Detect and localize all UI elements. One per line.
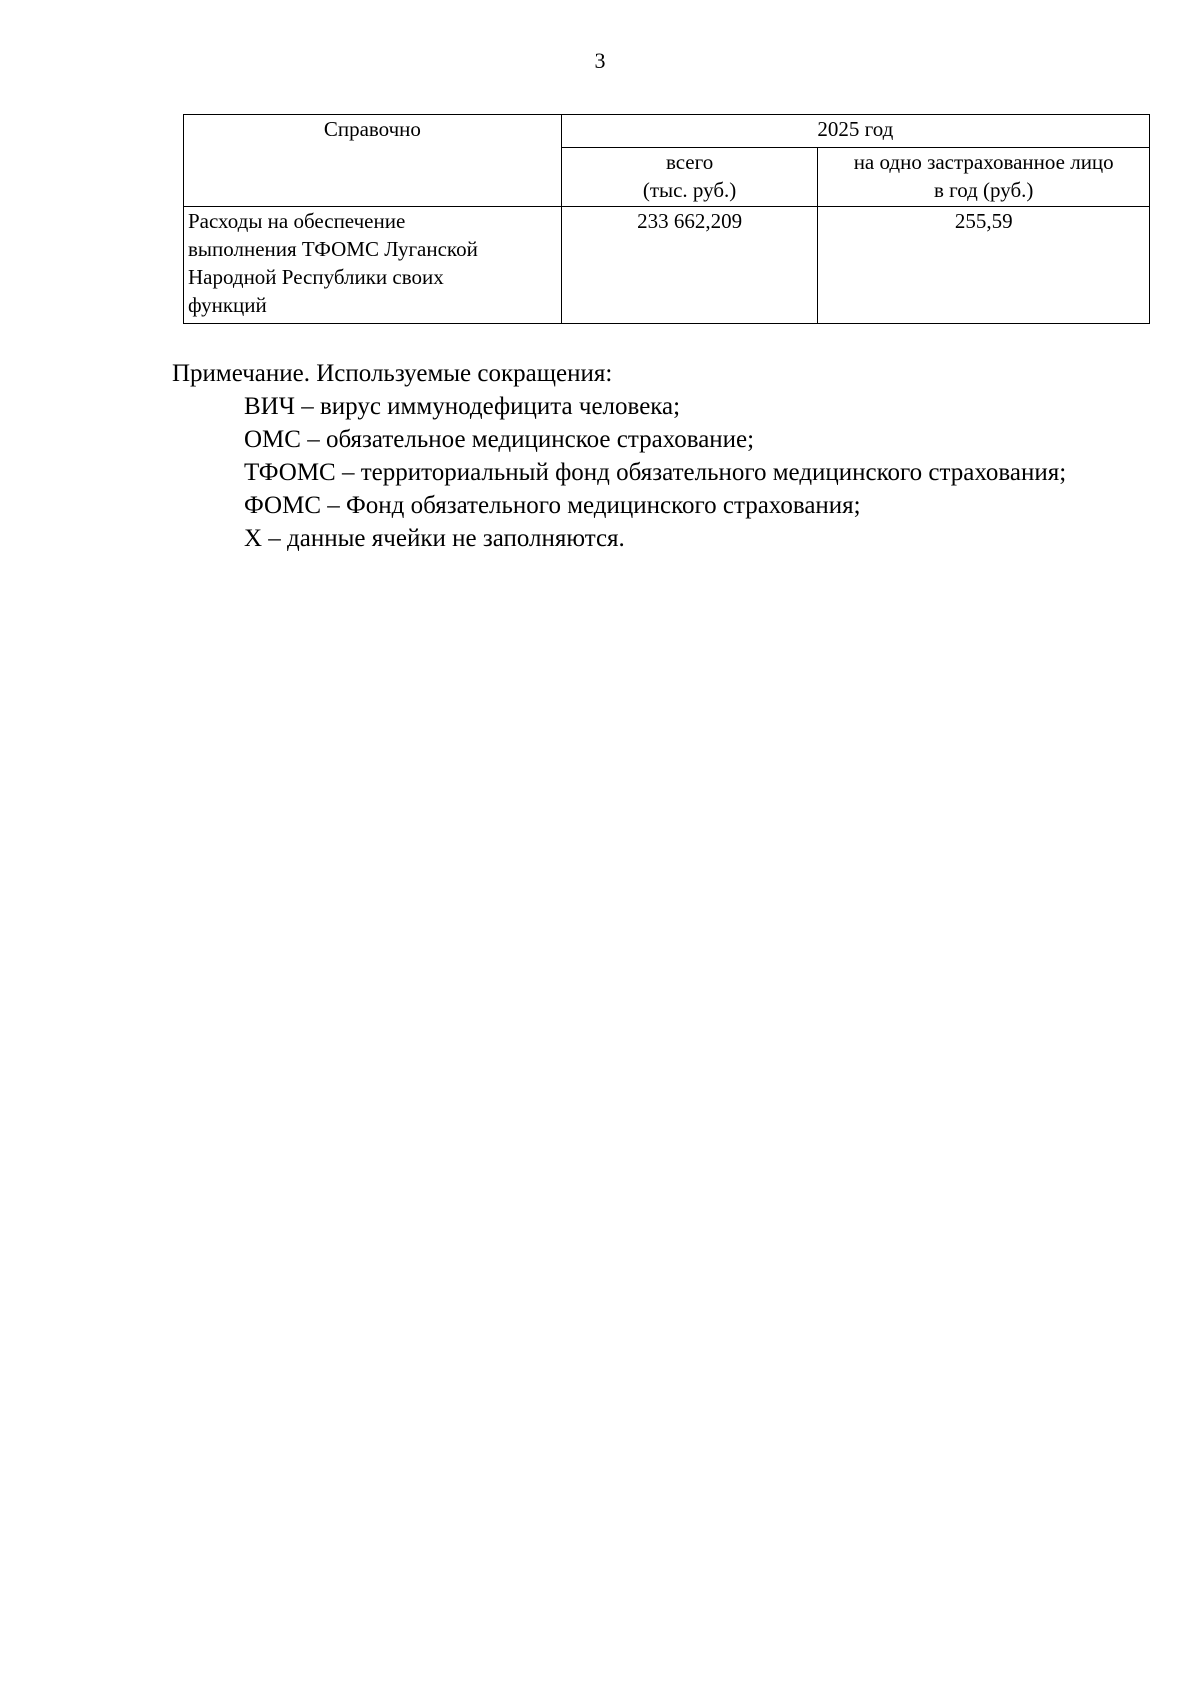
header-total-line2: (тыс. руб.) xyxy=(642,178,737,202)
row-per-person-cell xyxy=(818,207,1150,324)
note-item-x: Х – данные ячейки не заполняются. xyxy=(244,525,625,552)
row-label-line: выполнения ТФОМС Луганской xyxy=(188,237,478,261)
header-total-line1: всего xyxy=(665,150,714,174)
header-per-person-cell xyxy=(818,148,1150,207)
row-total-cell xyxy=(561,207,818,324)
header-per-person-line2: в год (руб.) xyxy=(933,178,1034,202)
header-year: 2025 год xyxy=(817,117,894,141)
table-header-row xyxy=(184,115,1150,148)
row-label-line: Расходы на обеспечение xyxy=(188,209,406,233)
header-year-cell xyxy=(561,115,1149,148)
row-label-line: Народной Республики своих xyxy=(188,265,444,289)
row-label-cell xyxy=(184,207,562,324)
header-label: Справочно xyxy=(323,117,421,141)
header-label-cell xyxy=(184,115,562,207)
note-item-foms: ФОМС – Фонд обязательного медицинского страхования; xyxy=(244,492,861,519)
reference-table xyxy=(183,114,1150,324)
row-per-person-value: 255,59 xyxy=(954,209,1013,233)
table-row xyxy=(184,207,1150,324)
notes-section xyxy=(172,357,1150,555)
note-item-oms: ОМС – обязательное медицинское страхование; xyxy=(244,426,755,453)
note-item-vich: ВИЧ – вирус иммунодефицита человека; xyxy=(244,393,681,420)
row-total-value: 233 662,209 xyxy=(637,209,743,233)
header-per-person-line1: на одно застрахованное лицо xyxy=(853,150,1114,174)
page-number: 3 xyxy=(594,48,606,73)
header-total-cell xyxy=(561,148,818,207)
notes-heading: Примечание. Используемые сокращения: xyxy=(172,360,613,387)
row-label-line: функций xyxy=(188,293,267,317)
note-item-tfoms: ТФОМС – территориальный фонд обязательного медицинского страхования; xyxy=(244,459,1067,486)
